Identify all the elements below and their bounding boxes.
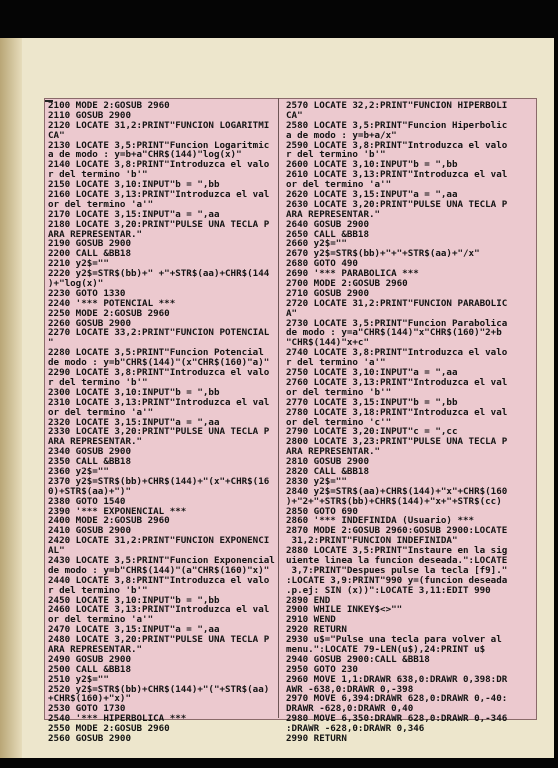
code-line-right: 2580 LOCATE 3,5:PRINT"Funcion Hiperbolic [286, 120, 508, 131]
code-line-left: 2490 GOSUB 2900 [48, 654, 131, 665]
column-divider [278, 98, 279, 718]
code-line-left: 2270 LOCATE 33,2:PRINT"FUNCION POTENCIAL [48, 328, 270, 339]
code-line-left: 2290 LOCATE 3,8:PRINT"Introduzca el valo [48, 368, 270, 378]
code-line-right: 2830 y2$="" [286, 476, 347, 487]
code-line-right: de modo : y=a"CHR$(144)"x"CHR$(160)"2+b [286, 328, 502, 339]
code-line-left: de modo : y=b"CHR$(144)"(x"CHR$(160)"a)" [48, 358, 270, 369]
code-line-left: 2120 LOCATE 31,2:PRINT"FUNCION LOGARITMI [48, 120, 270, 131]
code-line-left: 2210 y2$="" [48, 259, 109, 270]
code-line-left: r del termino 'b'" [48, 377, 148, 388]
code-line-right: 2900 WHILE INKEY$<>"" [286, 605, 403, 616]
code-line-left: 2360 y2$="" [48, 466, 109, 477]
code-line-right: 2820 CALL &BB18 [286, 466, 369, 477]
code-line-right: 2710 GOSUB 2900 [286, 288, 369, 299]
code-line-right: 2960 MOVE 1,1:DRAWR 638,0:DRAWR 0,398:DR [286, 674, 508, 685]
code-line-left: 2310 LOCATE 3,13:PRINT"Introduzca el val [48, 397, 270, 408]
code-line-right: uiente linea la funcion deseada.":LOCATE [286, 555, 508, 566]
code-line-right: 2660 y2$="" [286, 239, 347, 250]
code-line-left: +CHR$(160)+"x)" [48, 694, 131, 705]
code-line-right: 2590 LOCATE 3,8:PRINT"Introduzca el valo [286, 140, 508, 151]
code-line-right: or del termino 'a'" [286, 180, 392, 191]
code-line-right: 2680 GOTO 490 [286, 259, 358, 270]
code-line-left: 2160 LOCATE 3,13:PRINT"Introduzca el val [48, 190, 270, 200]
code-line-right: or del termino 'b'" [286, 387, 392, 398]
code-line-right: 2610 LOCATE 3,13:PRINT"Introduzca el val [286, 170, 508, 181]
code-line-right: r del termino 'a'" [286, 358, 386, 369]
code-line-right: 2740 LOCATE 3,8:PRINT"Introduzca el valo [286, 348, 508, 359]
code-line-left: 2390 '*** EXPONENCIAL *** [48, 506, 187, 517]
code-line-right: r del termino 'b'" [286, 150, 386, 161]
code-line-right: 2790 LOCATE 3,20:INPUT"c = ",cc [286, 427, 458, 438]
code-line-left: 2460 LOCATE 3,13:PRINT"Introduzca el val [48, 605, 270, 616]
code-line-right: 3,7:PRINT"Despues pulse la tecla [f9]." [286, 565, 508, 576]
code-line-right: 2810 GOSUB 2900 [286, 457, 369, 467]
code-line-right: menu.":LOCATE 79-LEN(u$),24:PRINT u$ [286, 644, 486, 655]
code-line-right: 2860 '*** INDEFINIDA (Usuario) *** [286, 516, 475, 527]
code-line-right: 2770 LOCATE 3,15:INPUT"b = ",bb [286, 397, 458, 408]
code-line-right: 2650 CALL &BB18 [286, 229, 369, 240]
code-line-left: CA" [48, 130, 65, 141]
code-line-left: 2420 LOCATE 31,2:PRINT"FUNCION EXPONENCI [48, 536, 270, 547]
code-line-right: or del termino 'c'" [286, 417, 392, 428]
code-line-right: AWR -638,0:DRAWR 0,-398 [286, 684, 414, 695]
code-line-left: AL" [48, 546, 65, 556]
code-line-right: 2780 LOCATE 3,18:PRINT"Introduzca el val [286, 407, 508, 418]
code-line-left: ARA REPRESENTAR." [48, 229, 143, 240]
code-line-left: 2110 GOSUB 2900 [48, 110, 131, 121]
code-line-left: 2170 LOCATE 3,15:INPUT"a = ",aa [48, 209, 220, 220]
code-line-right: 2930 u$="Pulse una tecla para volver al [286, 635, 502, 645]
code-line-right: 2700 MODE 2:GOSUB 2960 [286, 279, 408, 289]
code-line-left: ARA REPRESENTAR." [48, 437, 143, 448]
code-line-left: 2380 GOTO 1540 [48, 496, 126, 507]
code-line-right: 2730 LOCATE 3,5:PRINT"Funcion Parabolica [286, 318, 508, 329]
code-line-right: "CHR$(144)"x+c" [286, 338, 369, 349]
code-line-right: A" [286, 308, 298, 319]
code-line-left: 2330 LOCATE 3,20:PRINT"PULSE UNA TECLA P [48, 427, 270, 438]
code-line-left: 2370 y2$=STR$(bb)+CHR$(144)+"(x"+CHR$(16 [48, 476, 270, 487]
code-line-left: or del termino 'a'" [48, 407, 154, 418]
code-line-right: 2670 y2$=STR$(bb)+"+"+STR$(aa)+"/x" [286, 249, 480, 260]
code-line-left: 2100 MODE 2:GOSUB 2960 [48, 101, 170, 111]
code-line-right: 31,2:PRINT"FUNCION INDEFINIDA" [286, 536, 458, 547]
code-line-left: 2230 GOTO 1330 [48, 288, 126, 299]
code-line-right: 2570 LOCATE 32,2:PRINT"FUNCION HIPERBOLI [286, 101, 508, 111]
code-line-left: 2280 LOCATE 3,5:PRINT"Funcion Potencial [48, 348, 264, 359]
code-line-left: or del termino 'a'" [48, 615, 154, 626]
code-line-right: 2870 MODE 2:GOSUB 2960:GOSUB 2900:LOCATE [286, 526, 508, 537]
code-line-right: 2910 WEND [286, 615, 336, 626]
code-line-left: 2440 LOCATE 3,8:PRINT"Introduzca el valo [48, 575, 270, 586]
code-line-left: 2150 LOCATE 3,10:INPUT"b = ",bb [48, 180, 220, 191]
code-line-left: 2250 MODE 2:GOSUB 2960 [48, 308, 170, 319]
code-line-left: a de modo : y=b+a"CHR$(144)"log(x)" [48, 150, 242, 161]
code-line-right: CA" [286, 110, 303, 121]
code-line-right: 2970 MOVE 6,394:DRAWR 628,0:DRAWR 0,-40: [286, 694, 508, 705]
code-line-right: 2800 LOCATE 3,23:PRINT"PULSE UNA TECLA P [286, 437, 508, 448]
code-line-left: 2530 GOTO 1730 [48, 704, 126, 715]
code-line-left: 2540 '*** HIPERBOLICA *** [48, 714, 187, 725]
code-line-left: 2130 LOCATE 3,5:PRINT"Funcion Logaritmic [48, 140, 270, 151]
code-line-right: ARA REPRESENTAR." [286, 209, 381, 220]
code-line-left: 2340 GOSUB 2900 [48, 447, 131, 458]
code-line-left: 2560 GOSUB 2900 [48, 734, 131, 744]
code-line-left: 2520 y2$=STR$(bb)+CHR$(144)+"("+STR$(aa) [48, 684, 270, 695]
code-line-right: 2940 GOSUB 2900:CALL &BB18 [286, 654, 430, 665]
code-line-left: 0)+STR$(aa)+")" [48, 486, 131, 497]
code-line-left: 2220 y2$=STR$(bb)+" +"+STR$(aa)+CHR$(144 [48, 269, 270, 280]
code-line-right: 2690 '*** PARABOLICA *** [286, 269, 419, 280]
code-line-right: 2600 LOCATE 3,10:INPUT"b = ",bb [286, 160, 458, 171]
code-line-left: 2350 CALL &BB18 [48, 457, 131, 467]
code-line-right: ARA REPRESENTAR." [286, 447, 381, 458]
code-line-right: 2750 LOCATE 3,10:INPUT"a = ",aa [286, 368, 458, 378]
code-line-right: DRAWR -628,0:DRAWR 0,40 [286, 704, 414, 715]
code-line-left: ARA REPRESENTAR." [48, 644, 143, 655]
code-line-right: :LOCATE 3,9:PRINT"990 y=(funcion deseada [286, 575, 508, 586]
code-line-left: 2430 LOCATE 3,5:PRINT"Funcion Exponencial [48, 555, 275, 566]
code-line-right: 2640 GOSUB 2900 [286, 219, 369, 230]
code-line-right: a de modo : y=b+a/x" [286, 130, 397, 141]
code-line-right: 2990 RETURN [286, 734, 347, 744]
code-line-left: )+"log(x)" [48, 279, 104, 289]
code-line-right: 2760 LOCATE 3,13:PRINT"Introduzca el val [286, 377, 508, 388]
code-line-right: 2980 MOVE 6,350:DRAWR 628,0:DRAWR 0,-346 [286, 714, 508, 725]
code-line-left: 2480 LOCATE 3,20:PRINT"PULSE UNA TECLA P [48, 635, 270, 645]
code-line-left: 2510 y2$="" [48, 674, 109, 685]
code-line-left: 2240 '*** POTENCIAL *** [48, 298, 176, 309]
code-line-left: r del termino 'b'" [48, 170, 148, 181]
code-line-right: )+"2+"+STR$(bb)+CHR$(144)+"x+"+STR$(cc) [286, 496, 502, 507]
code-line-left: 2550 MODE 2:GOSUB 2960 [48, 724, 170, 734]
page-gutter [0, 38, 22, 758]
code-line-left: de modo : y=b"CHR$(144)"(a"CHR$(160)"x)" [48, 565, 270, 576]
code-line-left: " [48, 338, 54, 349]
code-line-left: 2180 LOCATE 3,20:PRINT"PULSE UNA TECLA P [48, 219, 270, 230]
code-line-left: 2470 LOCATE 3,15:INPUT"a = ",aa [48, 625, 220, 636]
code-line-right: 2720 LOCATE 31,2:PRINT"FUNCION PARABOLIC [286, 298, 508, 309]
code-line-left: 2300 LOCATE 3,10:INPUT"b = ",bb [48, 387, 220, 398]
code-line-left: 2410 GOSUB 2900 [48, 526, 131, 537]
code-line-right: 2630 LOCATE 3,20:PRINT"PULSE UNA TECLA P [286, 199, 508, 210]
code-line-right: .p.ej: SIN (x))":LOCATE 3,11:EDIT 990 [286, 585, 491, 596]
code-line-left: 2200 CALL &BB18 [48, 249, 131, 260]
right-code-column [286, 101, 532, 744]
code-line-left: 2500 CALL &BB18 [48, 664, 131, 675]
code-line-right: 2880 LOCATE 3,5:PRINT"Instaure en la sig [286, 546, 508, 556]
code-line-right: 2920 RETURN [286, 625, 347, 636]
code-line-right: 2950 GOTO 230 [286, 664, 358, 675]
left-code-column [48, 101, 276, 744]
code-line-right: 2890 END [286, 595, 331, 606]
code-line-left: 2450 LOCATE 3,10:INPUT"b = ",bb [48, 595, 220, 606]
code-line-right: 2850 GOTO 690 [286, 506, 358, 517]
code-line-left: 2400 MODE 2:GOSUB 2960 [48, 516, 170, 527]
code-line-left: r del termino 'b'" [48, 585, 148, 596]
code-line-left: 2190 GOSUB 2900 [48, 239, 131, 250]
code-line-right: 2620 LOCATE 3,15:INPUT"a = ",aa [286, 190, 458, 200]
code-line-left: 2260 GOSUB 2900 [48, 318, 131, 329]
code-line-left: 2140 LOCATE 3,8:PRINT"Introduzca el valo [48, 160, 270, 171]
code-line-right: :DRAWR -628,0:DRAWR 0,346 [286, 724, 425, 734]
code-line-left: or del termino 'a'" [48, 199, 154, 210]
code-line-right: 2840 y2$=STR$(aa)+CHR$(144)+"x"+CHR$(160 [286, 486, 508, 497]
code-line-left: 2320 LOCATE 3,15:INPUT"a = ",aa [48, 417, 220, 428]
